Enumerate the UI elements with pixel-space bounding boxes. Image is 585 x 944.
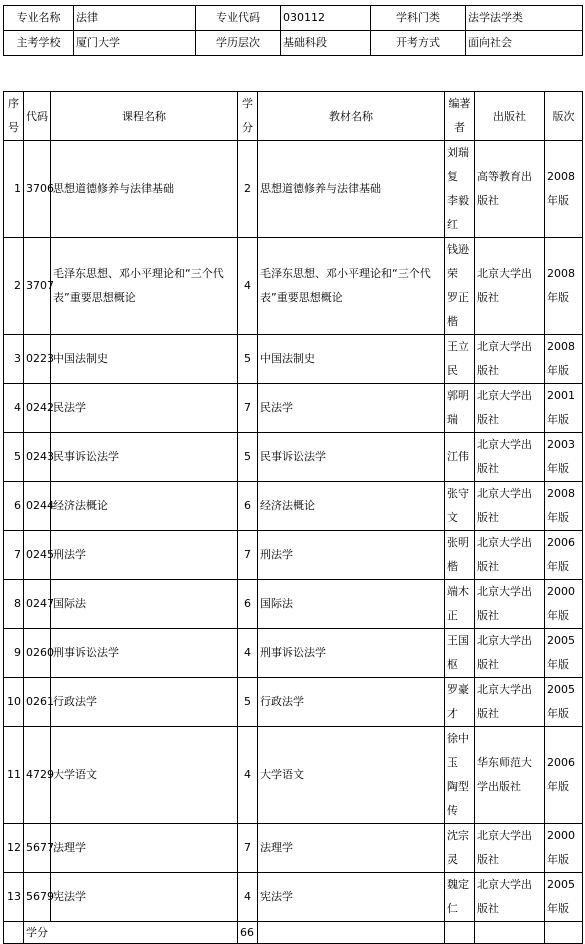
row-course: 大学语文 xyxy=(51,727,238,824)
header-course: 课程名称 xyxy=(51,92,238,141)
table-row xyxy=(4,531,583,580)
row-credit: 4 xyxy=(238,873,258,922)
total-credit: 66 xyxy=(238,922,258,944)
row-author: 郭明瑞 xyxy=(445,384,475,433)
row-publisher: 高等教育出版社 xyxy=(475,141,545,238)
header-credit: 学分 xyxy=(238,92,258,141)
row-textbook: 大学语文 xyxy=(258,727,445,824)
row-edition: 2005年版 xyxy=(545,678,583,727)
discipline-value: 法学法学类 xyxy=(466,6,583,31)
row-code: 5677 xyxy=(24,824,51,873)
row-edition: 2006年版 xyxy=(545,531,583,580)
table-row xyxy=(4,335,583,384)
total-row xyxy=(4,922,583,944)
row-seq: 5 xyxy=(4,433,24,482)
row-author: 钱逊荣 罗正楷 xyxy=(445,238,475,335)
table-row xyxy=(4,238,583,335)
table-row xyxy=(4,678,583,727)
info-row-1 xyxy=(4,6,583,31)
level-label: 学历层次 xyxy=(196,31,281,56)
row-edition: 2008年版 xyxy=(545,141,583,238)
table-row xyxy=(4,384,583,433)
row-course: 民法学 xyxy=(51,384,238,433)
row-edition: 2000年版 xyxy=(545,824,583,873)
header-seq: 序号 xyxy=(4,92,24,141)
row-textbook: 国际法 xyxy=(258,580,445,629)
row-code: 0244 xyxy=(24,482,51,531)
row-textbook: 民法学 xyxy=(258,384,445,433)
table-row xyxy=(4,141,583,238)
row-credit: 4 xyxy=(238,629,258,678)
row-author: 张守文 xyxy=(445,482,475,531)
row-author: 王国枢 xyxy=(445,629,475,678)
row-publisher: 华东师范大学出版社 xyxy=(475,727,545,824)
total-blank xyxy=(4,922,24,944)
major-code-value: 030112 xyxy=(281,6,371,31)
row-edition: 2008年版 xyxy=(545,482,583,531)
row-author: 刘瑞复 李毅红 xyxy=(445,141,475,238)
row-code: 0261 xyxy=(24,678,51,727)
course-table xyxy=(3,91,583,944)
row-course: 刑法学 xyxy=(51,531,238,580)
row-credit: 4 xyxy=(238,238,258,335)
row-publisher: 北京大学出版社 xyxy=(475,482,545,531)
table-row xyxy=(4,873,583,922)
row-seq: 2 xyxy=(4,238,24,335)
row-seq: 8 xyxy=(4,580,24,629)
row-textbook: 行政法学 xyxy=(258,678,445,727)
total-blank-author xyxy=(445,922,475,944)
row-code: 5679 xyxy=(24,873,51,922)
discipline-label: 学科门类 xyxy=(371,6,466,31)
row-textbook: 毛泽东思想、邓小平理论和“三个代表”重要思想概论 xyxy=(258,238,445,335)
row-author: 端木正 xyxy=(445,580,475,629)
row-author: 魏定仁 xyxy=(445,873,475,922)
row-credit: 5 xyxy=(238,433,258,482)
major-name-label: 专业名称 xyxy=(4,6,74,31)
row-code: 4729 xyxy=(24,727,51,824)
row-publisher: 北京大学出版社 xyxy=(475,824,545,873)
major-info-table xyxy=(3,5,583,56)
row-seq: 13 xyxy=(4,873,24,922)
row-textbook: 宪法学 xyxy=(258,873,445,922)
header-code: 代码 xyxy=(24,92,51,141)
row-edition: 2006年版 xyxy=(545,727,583,824)
row-author: 罗豪才 xyxy=(445,678,475,727)
school-label: 主考学校 xyxy=(4,31,74,56)
row-credit: 5 xyxy=(238,678,258,727)
row-course: 国际法 xyxy=(51,580,238,629)
row-textbook: 刑事诉讼法学 xyxy=(258,629,445,678)
row-seq: 3 xyxy=(4,335,24,384)
row-edition: 2001年版 xyxy=(545,384,583,433)
row-code: 0260 xyxy=(24,629,51,678)
table-row xyxy=(4,727,583,824)
row-credit: 6 xyxy=(238,482,258,531)
row-seq: 9 xyxy=(4,629,24,678)
row-code: 0223 xyxy=(24,335,51,384)
row-credit: 5 xyxy=(238,335,258,384)
row-edition: 2000年版 xyxy=(545,580,583,629)
row-credit: 4 xyxy=(238,727,258,824)
header-publisher: 出版社 xyxy=(475,92,545,141)
row-code: 0243 xyxy=(24,433,51,482)
row-seq: 1 xyxy=(4,141,24,238)
header-author: 编著者 xyxy=(445,92,475,141)
major-code-label: 专业代码 xyxy=(196,6,281,31)
row-code: 3706 xyxy=(24,141,51,238)
row-textbook: 刑法学 xyxy=(258,531,445,580)
row-seq: 11 xyxy=(4,727,24,824)
exam-mode-value: 面向社会 xyxy=(466,31,583,56)
row-edition: 2003年版 xyxy=(545,433,583,482)
row-course: 思想道德修养与法律基础 xyxy=(51,141,238,238)
row-publisher: 北京大学出版社 xyxy=(475,580,545,629)
header-textbook: 教材名称 xyxy=(258,92,445,141)
row-course: 经济法概论 xyxy=(51,482,238,531)
row-publisher: 北京大学出版社 xyxy=(475,335,545,384)
row-author: 沈宗灵 xyxy=(445,824,475,873)
row-code: 0247 xyxy=(24,580,51,629)
row-publisher: 北京大学出版社 xyxy=(475,384,545,433)
header-edition: 版次 xyxy=(545,92,583,141)
school-value: 厦门大学 xyxy=(74,31,196,56)
total-blank-publisher xyxy=(475,922,545,944)
row-seq: 7 xyxy=(4,531,24,580)
row-seq: 6 xyxy=(4,482,24,531)
total-blank-textbook xyxy=(258,922,445,944)
row-textbook: 经济法概论 xyxy=(258,482,445,531)
row-publisher: 北京大学出版社 xyxy=(475,873,545,922)
row-textbook: 中国法制史 xyxy=(258,335,445,384)
table-row xyxy=(4,482,583,531)
row-author: 徐中玉 陶型传 xyxy=(445,727,475,824)
total-blank-edition xyxy=(545,922,583,944)
row-code: 0242 xyxy=(24,384,51,433)
row-credit: 2 xyxy=(238,141,258,238)
row-edition: 2008年版 xyxy=(545,238,583,335)
row-publisher: 北京大学出版社 xyxy=(475,629,545,678)
table-row xyxy=(4,580,583,629)
info-row-2 xyxy=(4,31,583,56)
total-label: 学分 xyxy=(24,922,238,944)
row-seq: 10 xyxy=(4,678,24,727)
table-row xyxy=(4,629,583,678)
row-seq: 4 xyxy=(4,384,24,433)
row-credit: 7 xyxy=(238,384,258,433)
row-author: 江伟 xyxy=(445,433,475,482)
row-textbook: 思想道德修养与法律基础 xyxy=(258,141,445,238)
row-course: 中国法制史 xyxy=(51,335,238,384)
row-textbook: 民事诉讼法学 xyxy=(258,433,445,482)
major-name-value: 法律 xyxy=(74,6,196,31)
row-edition: 2005年版 xyxy=(545,629,583,678)
table-row xyxy=(4,433,583,482)
row-edition: 2005年版 xyxy=(545,873,583,922)
course-table-header xyxy=(4,92,583,141)
row-course: 毛泽东思想、邓小平理论和“三个代表”重要思想概论 xyxy=(51,238,238,335)
level-value: 基础科段 xyxy=(281,31,371,56)
row-course: 民事诉讼法学 xyxy=(51,433,238,482)
row-course: 宪法学 xyxy=(51,873,238,922)
row-textbook: 法理学 xyxy=(258,824,445,873)
row-code: 3707 xyxy=(24,238,51,335)
row-seq: 12 xyxy=(4,824,24,873)
row-author: 王立民 xyxy=(445,335,475,384)
table-row xyxy=(4,824,583,873)
row-publisher: 北京大学出版社 xyxy=(475,678,545,727)
row-code: 0245 xyxy=(24,531,51,580)
row-publisher: 北京大学出版社 xyxy=(475,238,545,335)
row-author: 张明楷 xyxy=(445,531,475,580)
row-credit: 7 xyxy=(238,531,258,580)
row-publisher: 北京大学出版社 xyxy=(475,433,545,482)
row-publisher: 北京大学出版社 xyxy=(475,531,545,580)
row-credit: 6 xyxy=(238,580,258,629)
row-course: 刑事诉讼法学 xyxy=(51,629,238,678)
row-credit: 7 xyxy=(238,824,258,873)
row-course: 行政法学 xyxy=(51,678,238,727)
row-edition: 2008年版 xyxy=(545,335,583,384)
exam-mode-label: 开考方式 xyxy=(371,31,466,56)
row-course: 法理学 xyxy=(51,824,238,873)
